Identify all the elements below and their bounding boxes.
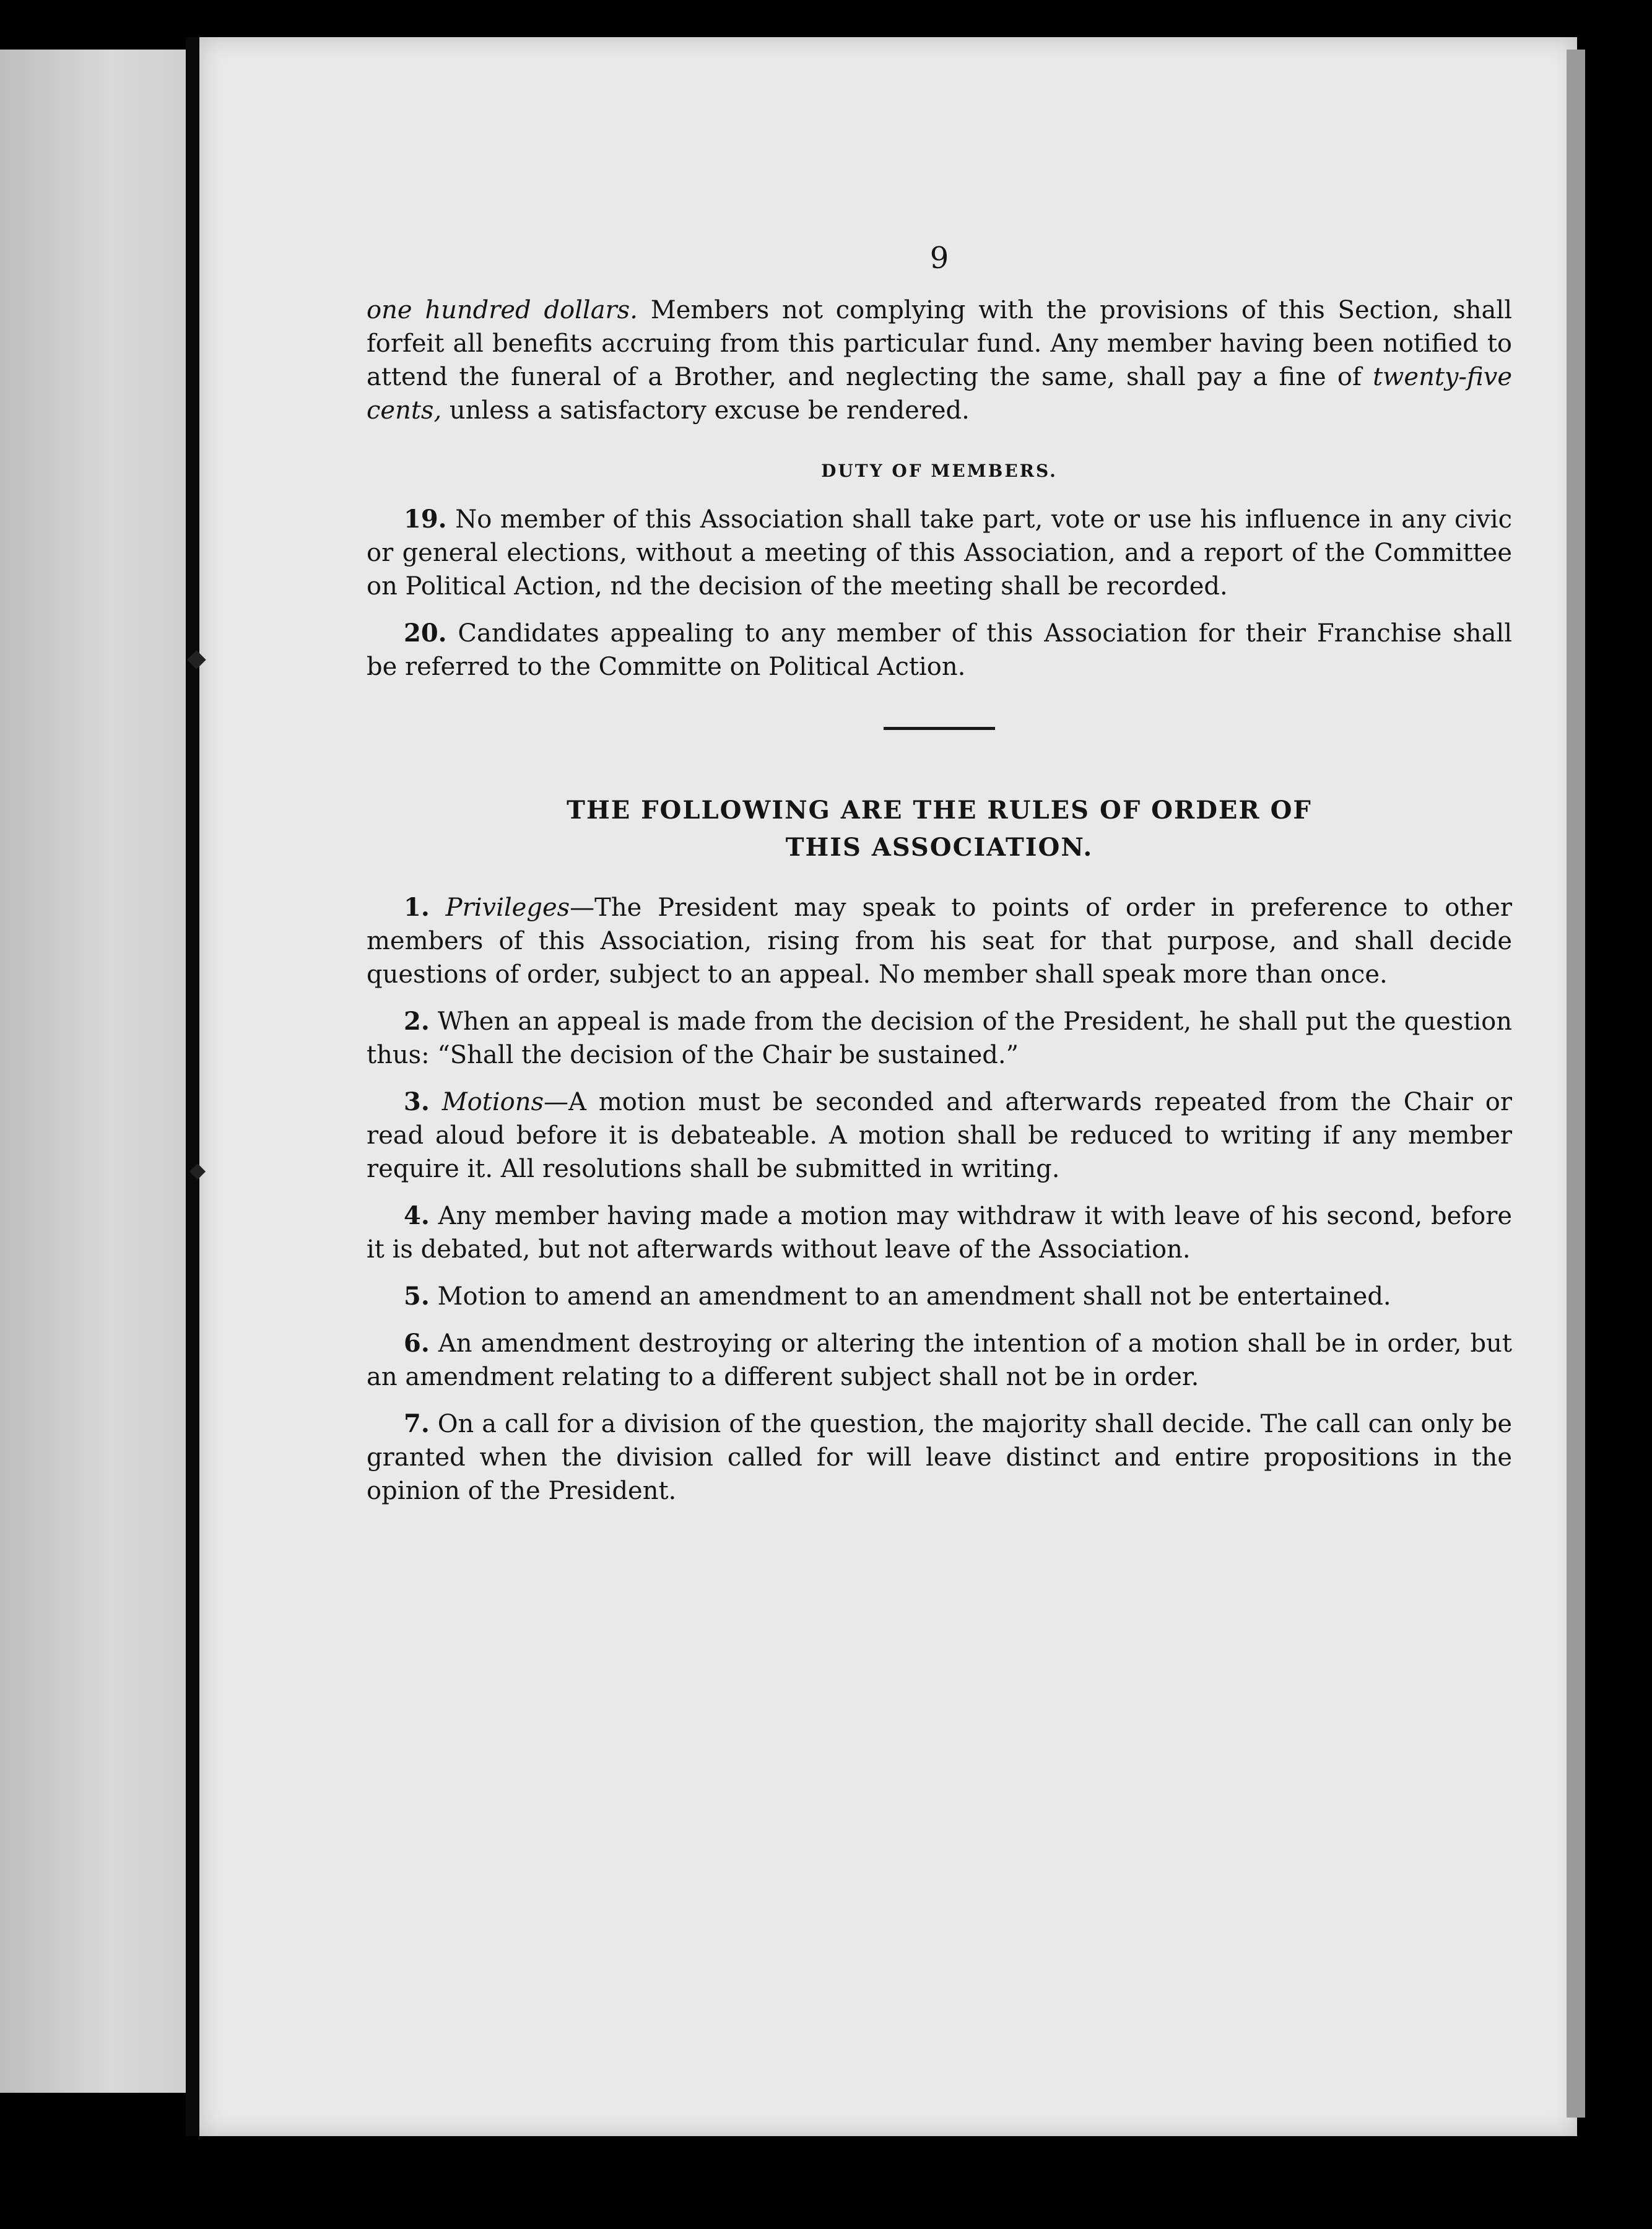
section-heading: DUTY OF MEMBERS.	[821, 461, 1058, 481]
right-page	[187, 37, 1577, 2136]
section-text: No member of this Association shall take part, vote or use his influence in any civic or general elections, without a meeting of this Association, and a report of the Committee on Political Action, nd the decision of the meeting shall be recorded.	[367, 505, 1512, 601]
section-number: 19.	[404, 505, 447, 534]
section-text: Candidates appealing to any member of this Association for their Franchise shall be referred to the Committe on Political Action.	[367, 619, 1513, 681]
horizontal-rule	[884, 727, 995, 730]
rule-paragraph	[367, 1085, 1512, 1186]
rule-paragraph	[367, 891, 1512, 991]
rule-paragraph	[367, 1005, 1512, 1072]
rules-title	[367, 792, 1512, 866]
rule-paragraph	[367, 1407, 1512, 1508]
binding-mark: ◆	[187, 644, 206, 672]
page-number: 9	[929, 241, 949, 276]
rule-text: An amendment destroying or altering the intention of a motion shall be in order, but an amendment relating to a different subject shall not be in order.	[367, 1329, 1513, 1391]
rule-number: 3.	[404, 1087, 430, 1116]
rule-text: On a call for a division of the question, the majority shall decide. The call can only be granted when the division called for will leave distinct and entire propositions in the opinion of the President.	[367, 1410, 1512, 1505]
continuation-text: Members not complying with the provisions of this Section, shall forfeit all benefits accruing from this particular fund. Any member having been notified to attend the funeral of a Brother, and neglecting the same, shall pay a fine of	[367, 296, 1512, 391]
continuation-paragraph	[367, 293, 1512, 427]
rules-title-line: THIS ASSOCIATION.	[785, 833, 1093, 862]
rule-number: 2.	[404, 1007, 430, 1036]
left-page-edge	[0, 50, 186, 2093]
italic-lead: one hundred dollars.	[367, 296, 638, 324]
continuation-text-end: unless a satisfactory excuse be rendered.	[441, 396, 970, 425]
binding-mark: ◆	[189, 1158, 206, 1183]
page-content	[367, 241, 1512, 1521]
rule-title: Privileges	[445, 893, 570, 922]
rule-paragraph	[367, 1280, 1512, 1313]
rule-number: 6.	[404, 1329, 430, 1358]
rule-paragraph	[367, 1327, 1512, 1394]
book-gutter	[186, 37, 199, 2136]
page-edge	[1567, 50, 1585, 2118]
rule-number: 5.	[404, 1282, 430, 1311]
italic-fine: twenty-five cents,	[367, 363, 1512, 425]
section-paragraph	[367, 503, 1512, 603]
rule-text: Motion to amend an amendment to an amendment shall not be entertained.	[437, 1282, 1391, 1311]
rule-title: Motions	[441, 1088, 544, 1116]
rule-text: Any member having made a motion may withdraw it with leave of his second, before it is debated, but not afterwards without leave of the Association.	[367, 1202, 1512, 1264]
rule-text: When an appeal is made from the decision of the President, he shall put the question thus: “Shall the decision of the Chair be sustained.”	[367, 1007, 1512, 1069]
rules-title-line: THE FOLLOWING ARE THE RULES OF ORDER OF	[567, 796, 1312, 825]
rule-paragraph	[367, 1199, 1512, 1266]
rule-text: —The President may speak to points of order in preference to other members of this Association, rising from his seat for that purpose, and shall decide questions of order, subject to an appeal. No member shall speak more than once.	[367, 893, 1513, 989]
rule-number: 4.	[404, 1201, 430, 1230]
rule-text: —A motion must be seconded and afterwards repeated from the Chair or read aloud before it is debateable. A motion shall be reduced to writing if any member require it. All resolutions shall be submitted in writing.	[367, 1088, 1512, 1183]
rule-number: 1.	[404, 893, 430, 922]
section-number: 20.	[404, 619, 447, 648]
section-paragraph	[367, 617, 1512, 684]
rule-number: 7.	[404, 1409, 430, 1438]
